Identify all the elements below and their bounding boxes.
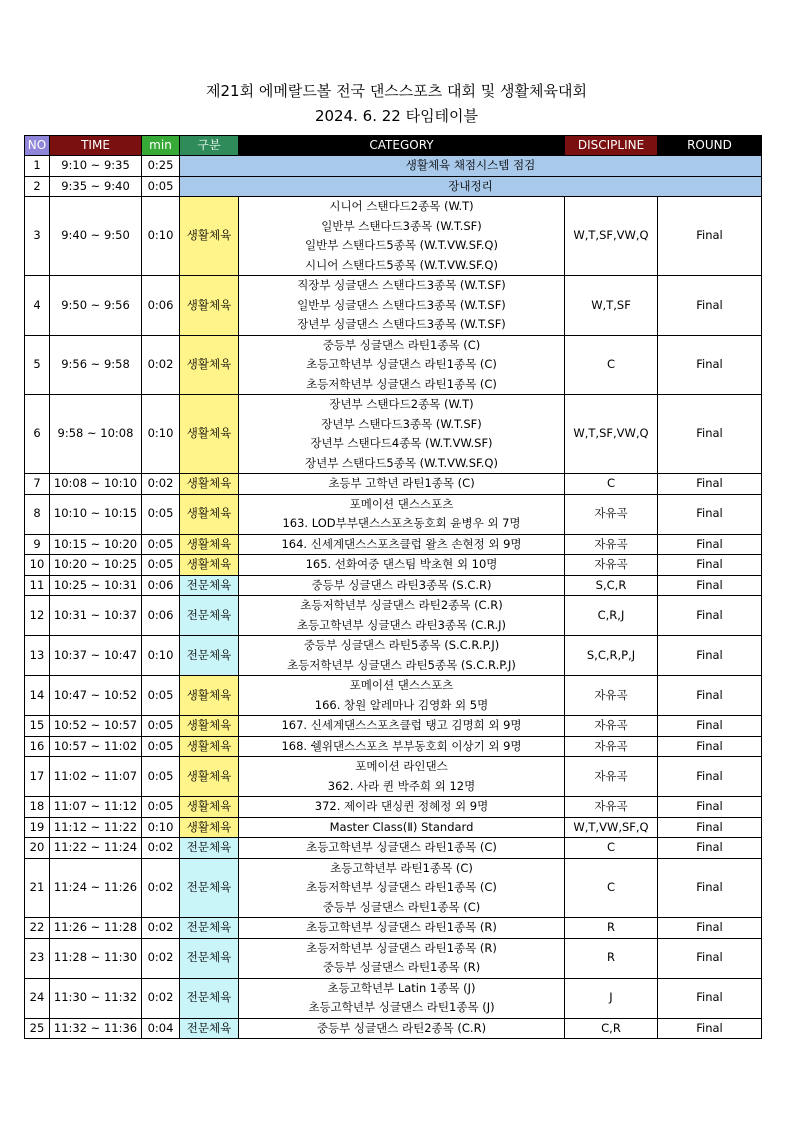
row-note: 생활체육 채점시스템 점검 <box>180 156 762 177</box>
row-discipline: 자유곡 <box>565 757 658 797</box>
row-division: 전문체육 <box>180 978 239 1018</box>
row-min: 0:02 <box>142 978 180 1018</box>
row-division: 생활체육 <box>180 335 239 395</box>
row-category <box>239 918 565 939</box>
row-division: 생활체육 <box>180 494 239 534</box>
table-row <box>25 757 762 797</box>
row-min: 0:05 <box>142 494 180 534</box>
category-line: 시니어 스탠다드2종목 (W.T) <box>329 199 474 213</box>
row-time: 11:32 ~ 11:36 <box>50 1018 142 1039</box>
table-row <box>25 918 762 939</box>
table-row <box>25 817 762 838</box>
category-line: 일반부 스탠다드3종목 (W.T.SF) <box>321 218 482 233</box>
row-time: 11:26 ~ 11:28 <box>50 918 142 939</box>
row-division: 생활체육 <box>180 716 239 737</box>
row-division: 전문체육 <box>180 858 239 918</box>
category-line: 중등부 싱글댄스 라틴1종목 (C) <box>322 337 481 352</box>
row-time: 11:02 ~ 11:07 <box>50 757 142 797</box>
category-line: 중등부 싱글댄스 라틴1종목 (R) <box>322 960 481 974</box>
row-discipline: C,R,J <box>565 596 658 636</box>
table-row <box>25 156 762 177</box>
row-time: 10:08 ~ 10:10 <box>50 474 142 495</box>
table-row <box>25 534 762 555</box>
row-min: 0:02 <box>142 938 180 978</box>
row-time: 9:50 ~ 9:56 <box>50 276 142 336</box>
row-category <box>239 817 565 838</box>
table-row <box>25 797 762 818</box>
row-time: 11:07 ~ 11:12 <box>50 797 142 818</box>
row-number: 19 <box>25 817 50 838</box>
row-time: 9:58 ~ 10:08 <box>50 395 142 474</box>
row-round: Final <box>658 858 762 918</box>
row-min: 0:02 <box>142 918 180 939</box>
category-line: 초등저학년부 싱글댄스 라틴1종목 (R) <box>306 940 497 955</box>
category-line: 초등고학년부 싱글댄스 라틴3종목 (C.R.J) <box>296 617 507 632</box>
row-min: 0:06 <box>142 276 180 336</box>
row-discipline: 자유곡 <box>565 494 658 534</box>
table-row <box>25 636 762 676</box>
row-division: 생활체육 <box>180 676 239 716</box>
header-row <box>25 136 762 156</box>
row-round: Final <box>658 797 762 818</box>
row-min: 0:25 <box>142 156 180 177</box>
row-division: 생활체육 <box>180 534 239 555</box>
category-line: 초등저학년부 싱글댄스 라틴1종목 (C) <box>306 376 497 391</box>
header-category: CATEGORY <box>239 136 565 156</box>
row-time: 11:12 ~ 11:22 <box>50 817 142 838</box>
category-line: 초등고학년부 싱글댄스 라틴1종목 (R) <box>306 920 497 934</box>
row-min: 0:02 <box>142 838 180 859</box>
row-category <box>239 555 565 576</box>
category-line: 장년부 스탠다드3종목 (W.T.SF) <box>321 416 482 431</box>
row-time: 10:57 ~ 11:02 <box>50 736 142 757</box>
row-number: 20 <box>25 838 50 859</box>
timetable <box>24 135 762 1039</box>
row-division: 생활체육 <box>180 474 239 495</box>
table-row <box>25 736 762 757</box>
row-round: Final <box>658 636 762 676</box>
table-row <box>25 858 762 918</box>
row-round: Final <box>658 197 762 276</box>
row-round: Final <box>658 676 762 716</box>
header-min: min <box>142 136 180 156</box>
row-division: 전문체육 <box>180 938 239 978</box>
header-time: TIME <box>50 136 142 156</box>
row-discipline: S,C,R <box>565 575 658 596</box>
row-number: 13 <box>25 636 50 676</box>
table-row <box>25 938 762 978</box>
row-division: 전문체육 <box>180 596 239 636</box>
row-category <box>239 534 565 555</box>
page-subtitle: 2024. 6. 22 타임테이블 <box>314 107 479 125</box>
row-category <box>239 335 565 395</box>
row-category <box>239 838 565 859</box>
row-category <box>239 978 565 1018</box>
row-min: 0:04 <box>142 1018 180 1039</box>
row-min: 0:06 <box>142 596 180 636</box>
row-discipline: W,T,VW,SF,Q <box>565 817 658 838</box>
row-division: 생활체육 <box>180 555 239 576</box>
row-number: 25 <box>25 1018 50 1039</box>
category-line: 초등고학년부 싱글댄스 라틴1종목 (C) <box>306 840 497 854</box>
row-number: 18 <box>25 797 50 818</box>
category-line: 시니어 스탠다드5종목 (W.T.VW.SF.Q) <box>305 257 498 272</box>
row-round: Final <box>658 918 762 939</box>
row-time: 10:25 ~ 10:31 <box>50 575 142 596</box>
table-row <box>25 335 762 395</box>
row-category <box>239 858 565 918</box>
row-category <box>239 736 565 757</box>
row-min: 0:02 <box>142 335 180 395</box>
row-number: 9 <box>25 534 50 555</box>
row-number: 10 <box>25 555 50 576</box>
row-number: 4 <box>25 276 50 336</box>
row-category <box>239 494 565 534</box>
category-line: Master Class(Ⅱ) Standard <box>329 819 474 834</box>
category-line: 초등고학년부 라틴1종목 (C) <box>330 860 473 875</box>
table-row <box>25 555 762 576</box>
row-number: 17 <box>25 757 50 797</box>
row-time: 10:15 ~ 10:20 <box>50 534 142 555</box>
row-number: 14 <box>25 676 50 716</box>
timetable-body <box>25 156 762 1039</box>
row-number: 22 <box>25 918 50 939</box>
row-time: 10:47 ~ 10:52 <box>50 676 142 716</box>
row-division: 전문체육 <box>180 918 239 939</box>
category-line: 일반부 스탠다드5종목 (W.T.VW.SF.Q) <box>305 238 498 252</box>
row-round: Final <box>658 978 762 1018</box>
category-line: 초등저학년부 싱글댄스 라틴1종목 (C) <box>306 880 497 894</box>
category-line: 중등부 싱글댄스 라틴2종목 (C.R) <box>316 1020 487 1035</box>
row-number: 12 <box>25 596 50 636</box>
row-round: Final <box>658 335 762 395</box>
table-row <box>25 494 762 534</box>
row-round: Final <box>658 736 762 757</box>
row-division: 전문체육 <box>180 1018 239 1039</box>
row-round: Final <box>658 276 762 336</box>
row-division: 전문체육 <box>180 575 239 596</box>
row-time: 9:56 ~ 9:58 <box>50 335 142 395</box>
table-row <box>25 474 762 495</box>
row-number: 2 <box>25 176 50 197</box>
category-line: 직장부 싱글댄스 스탠다드3종목 (W.T.SF) <box>297 278 506 292</box>
row-note: 장내정리 <box>180 176 762 197</box>
category-line: 362. 사라 퀸 박주희 외 12명 <box>327 778 476 793</box>
category-line: 초등고학년부 싱글댄스 라틴1종목 (C) <box>306 357 497 371</box>
category-line: 163. LOD부부댄스스포츠동호회 윤병우 외 7명 <box>282 516 521 530</box>
table-row <box>25 978 762 1018</box>
row-discipline: W,T,SF,VW,Q <box>565 197 658 276</box>
category-line: 장년부 스탠다드5종목 (W.T.VW.SF.Q) <box>305 455 498 470</box>
row-discipline: 자유곡 <box>565 555 658 576</box>
page-title: 제21회 에메랄드볼 전국 댄스스포츠 대회 및 생활체육대회 <box>206 82 587 100</box>
row-division: 생활체육 <box>180 797 239 818</box>
row-round: Final <box>658 838 762 859</box>
row-category <box>239 575 565 596</box>
row-round: Final <box>658 534 762 555</box>
row-number: 11 <box>25 575 50 596</box>
category-line: 372. 제이라 댄싱퀸 정혜정 외 9명 <box>314 799 489 813</box>
row-round: Final <box>658 716 762 737</box>
row-round: Final <box>658 575 762 596</box>
row-round: Final <box>658 555 762 576</box>
row-division: 생활체육 <box>180 817 239 838</box>
category-line: 포메이션 라인댄스 <box>355 759 448 773</box>
row-number: 24 <box>25 978 50 1018</box>
row-number: 1 <box>25 156 50 177</box>
row-round: Final <box>658 474 762 495</box>
row-category <box>239 757 565 797</box>
row-round: Final <box>658 494 762 534</box>
row-division: 전문체육 <box>180 838 239 859</box>
row-time: 10:52 ~ 10:57 <box>50 716 142 737</box>
category-line: 초등부 고학년 라틴1종목 (C) <box>328 476 475 490</box>
row-round: Final <box>658 395 762 474</box>
row-category <box>239 676 565 716</box>
row-division: 생활체육 <box>180 757 239 797</box>
row-time: 9:10 ~ 9:35 <box>50 156 142 177</box>
category-line: 초등저학년부 싱글댄스 라틴5종목 (S.C.R.P.J) <box>287 657 516 672</box>
category-line: 장년부 스탠다드2종목 (W.T) <box>329 397 474 411</box>
row-number: 5 <box>25 335 50 395</box>
table-row <box>25 596 762 636</box>
row-number: 23 <box>25 938 50 978</box>
row-time: 10:31 ~ 10:37 <box>50 596 142 636</box>
row-discipline: C,R <box>565 1018 658 1039</box>
category-line: 중등부 싱글댄스 라틴1종목 (C) <box>322 899 481 914</box>
category-line: 166. 창원 알레마나 김영화 외 5명 <box>314 697 489 712</box>
row-discipline: W,T,SF,VW,Q <box>565 395 658 474</box>
row-division: 생활체육 <box>180 276 239 336</box>
row-category <box>239 938 565 978</box>
row-discipline: C <box>565 335 658 395</box>
row-number: 16 <box>25 736 50 757</box>
row-category <box>239 474 565 495</box>
category-line: 초등저학년부 싱글댄스 라틴2종목 (C.R) <box>300 598 503 612</box>
row-number: 21 <box>25 858 50 918</box>
row-round: Final <box>658 596 762 636</box>
row-time: 10:20 ~ 10:25 <box>50 555 142 576</box>
row-min: 0:05 <box>142 716 180 737</box>
row-discipline: C <box>565 838 658 859</box>
row-min: 0:05 <box>142 736 180 757</box>
row-round: Final <box>658 757 762 797</box>
row-round: Final <box>658 938 762 978</box>
row-min: 0:05 <box>142 555 180 576</box>
row-min: 0:10 <box>142 817 180 838</box>
category-line: 포메이션 댄스스포츠 <box>349 678 454 692</box>
row-discipline: C <box>565 858 658 918</box>
row-min: 0:10 <box>142 636 180 676</box>
row-category <box>239 797 565 818</box>
category-line: 165. 선화여중 댄스팀 박초현 외 10명 <box>305 557 498 571</box>
row-min: 0:05 <box>142 176 180 197</box>
table-row <box>25 1018 762 1039</box>
row-discipline: R <box>565 918 658 939</box>
row-time: 11:30 ~ 11:32 <box>50 978 142 1018</box>
category-line: 장년부 싱글댄스 스탠다드3종목 (W.T.SF) <box>297 317 506 331</box>
row-discipline: W,T,SF <box>565 276 658 336</box>
row-number: 8 <box>25 494 50 534</box>
row-round: Final <box>658 817 762 838</box>
row-discipline: 자유곡 <box>565 676 658 716</box>
row-min: 0:05 <box>142 676 180 716</box>
row-time: 10:37 ~ 10:47 <box>50 636 142 676</box>
category-line: 168. 쉘위댄스스포츠 부부동호회 이상기 외 9명 <box>281 738 522 753</box>
row-discipline: 자유곡 <box>565 736 658 757</box>
row-time: 9:35 ~ 9:40 <box>50 176 142 197</box>
row-category <box>239 596 565 636</box>
table-row <box>25 176 762 197</box>
row-discipline: S,C,R,P,J <box>565 636 658 676</box>
row-number: 3 <box>25 197 50 276</box>
row-min: 0:02 <box>142 474 180 495</box>
row-division: 생활체육 <box>180 197 239 276</box>
row-min: 0:05 <box>142 797 180 818</box>
category-line: 중등부 싱글댄스 라틴5종목 (S.C.R.P.J) <box>303 638 500 652</box>
row-discipline: 자유곡 <box>565 534 658 555</box>
row-discipline: 자유곡 <box>565 716 658 737</box>
table-row <box>25 575 762 596</box>
row-min: 0:05 <box>142 757 180 797</box>
table-row <box>25 676 762 716</box>
header-no: NO <box>25 136 50 156</box>
row-time: 9:40 ~ 9:50 <box>50 197 142 276</box>
category-line: 장년부 스탠다드4종목 (W.T.VW.SF) <box>310 436 493 450</box>
row-category <box>239 395 565 474</box>
table-row <box>25 838 762 859</box>
row-category <box>239 276 565 336</box>
row-round: Final <box>658 1018 762 1039</box>
category-line: 초등고학년부 Latin 1종목 (J) <box>327 980 476 995</box>
row-min: 0:02 <box>142 858 180 918</box>
category-line: 일반부 싱글댄스 스탠다드3종목 (W.T.SF) <box>297 297 506 312</box>
row-time: 11:22 ~ 11:24 <box>50 838 142 859</box>
row-number: 15 <box>25 716 50 737</box>
table-row <box>25 395 762 474</box>
row-min: 0:06 <box>142 575 180 596</box>
row-min: 0:05 <box>142 534 180 555</box>
table-row <box>25 716 762 737</box>
row-division: 생활체육 <box>180 395 239 474</box>
category-line: 포메이션 댄스스포츠 <box>349 496 454 511</box>
header-division: 구분 <box>180 136 239 156</box>
row-division: 생활체육 <box>180 736 239 757</box>
row-discipline: J <box>565 978 658 1018</box>
category-line: 164. 신세계댄스스포츠클럽 왈츠 손현정 외 9명 <box>281 536 522 551</box>
row-category <box>239 636 565 676</box>
row-category <box>239 197 565 276</box>
row-min: 0:10 <box>142 395 180 474</box>
category-line: 초등고학년부 싱글댄스 라틴1종목 (J) <box>308 1000 495 1014</box>
row-discipline: R <box>565 938 658 978</box>
row-category <box>239 1018 565 1039</box>
row-time: 11:28 ~ 11:30 <box>50 938 142 978</box>
row-min: 0:10 <box>142 197 180 276</box>
header-discipline: DISCIPLINE <box>565 136 658 156</box>
row-category <box>239 716 565 737</box>
table-row <box>25 276 762 336</box>
row-division: 전문체육 <box>180 636 239 676</box>
header-round: ROUND <box>658 136 762 156</box>
row-discipline: 자유곡 <box>565 797 658 818</box>
row-number: 7 <box>25 474 50 495</box>
category-line: 중등부 싱글댄스 라틴3종목 (S.C.R) <box>311 577 492 592</box>
category-line: 167. 신세계댄스스포츠클럽 탱고 김명희 외 9명 <box>281 718 522 732</box>
table-row <box>25 197 762 276</box>
row-number: 6 <box>25 395 50 474</box>
row-time: 11:24 ~ 11:26 <box>50 858 142 918</box>
row-time: 10:10 ~ 10:15 <box>50 494 142 534</box>
row-discipline: C <box>565 474 658 495</box>
